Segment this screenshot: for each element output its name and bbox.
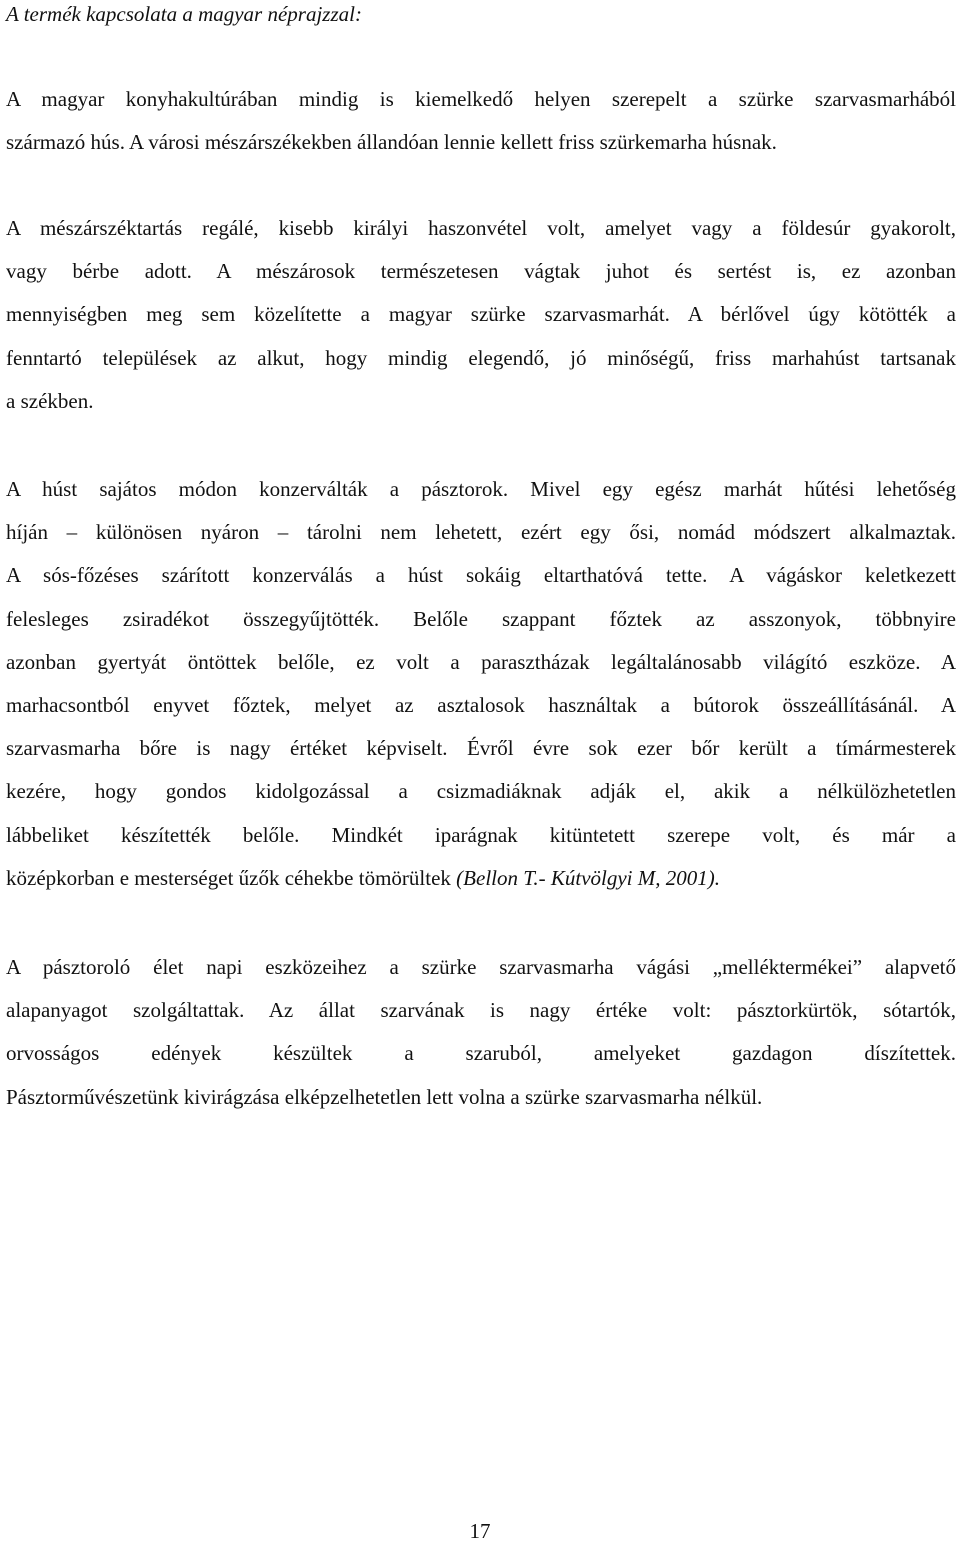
text-line-with-citation xyxy=(6,857,956,900)
paragraph-4 xyxy=(6,946,956,1119)
text-line: származó hús. A városi mészárszékekben állandóan lennie kellett friss szürkemarha húsnak. xyxy=(6,130,777,155)
text-line: fenntartó települések az alkut, hogy mindig elegendő, jó minőségű, friss marhahúst tartsanak xyxy=(6,345,956,370)
paragraph-1 xyxy=(6,78,956,164)
text-line: orvosságos edények készültek a szaruból, amelyeket gazdagon díszítettek. xyxy=(6,1041,956,1066)
section-heading: A termék kapcsolata a magyar néprajzzal: xyxy=(6,2,362,26)
text-line: vagy bérbe adott. A mészárosok természetesen vágtak juhot és sertést is, ez azonban xyxy=(6,259,956,284)
text-line: híján – különösen nyáron – tárolni nem lehetett, ezért egy ősi, nomád módszert alkalmaztak. xyxy=(6,520,956,545)
text-line: kezére, hogy gondos kidolgozással a csizmadiáknak adják el, akik a nélkülözhetetlen xyxy=(6,779,956,804)
text-line: a székben. xyxy=(6,388,94,413)
text-line: alapanyagot szolgáltattak. Az állat szarvának is nagy értéke volt: pásztorkürtök, sótartók, xyxy=(6,998,956,1023)
paragraph-2 xyxy=(6,207,956,423)
text-line: azonban gyertyát öntöttek belőle, ez volt a parasztházak legáltalánosabb világító eszköze. A xyxy=(6,649,956,674)
text-line: Pásztorművészetünk kivirágzása elképzelhetetlen lett volna a szürke szarvasmarha nélkül. xyxy=(6,1084,763,1109)
citation: (Bellon T.- Kútvölgyi M, 2001). xyxy=(456,865,720,890)
text-line: középkorban e mesterséget űzők céhekbe tömörültek xyxy=(6,865,457,890)
page-number: 17 xyxy=(469,1519,491,1543)
text-line: A húst sajátos módon konzerválták a pásztorok. Mivel egy egész marhát hűtési lehetőség xyxy=(6,477,956,501)
text-line: marhacsontból enyvet főztek, melyet az asztalosok használtak a bútorok összeállításánál. A xyxy=(6,693,956,718)
text-line: szarvasmarha bőre is nagy értéket képviselt. Évről évre sok ezer bőr került a tímármesterek xyxy=(6,736,956,761)
text-line: A mészárszéktartás regálé, kisebb királyi haszonvétel volt, amelyet vagy a földesúr gyakorolt, xyxy=(6,216,956,240)
text-line: A pásztoroló élet napi eszközeihez a szürke szarvasmarha vágási „melléktermékei” alapvető xyxy=(6,955,956,979)
text-line: mennyiségben meg sem közelítette a magyar szürke szarvasmarhát. A bérlővel úgy kötötték a xyxy=(6,302,956,327)
text-line: felesleges zsiradékot összegyűjtötték. Belőle szappant főztek az asszonyok, többnyire xyxy=(6,606,956,631)
text-line: A sós-főzéses szárított konzerválás a húst sokáig eltarthatóvá tette. A vágáskor keletkezett xyxy=(6,563,956,588)
text-line: lábbeliket készítették belőle. Mindkét iparágnak kitüntetett szerepe volt, és már a xyxy=(6,822,956,847)
text-line: A magyar konyhakultúrában mindig is kiemelkedő helyen szerepelt a szürke szarvasmarhából xyxy=(6,87,956,111)
paragraph-3 xyxy=(6,468,956,900)
